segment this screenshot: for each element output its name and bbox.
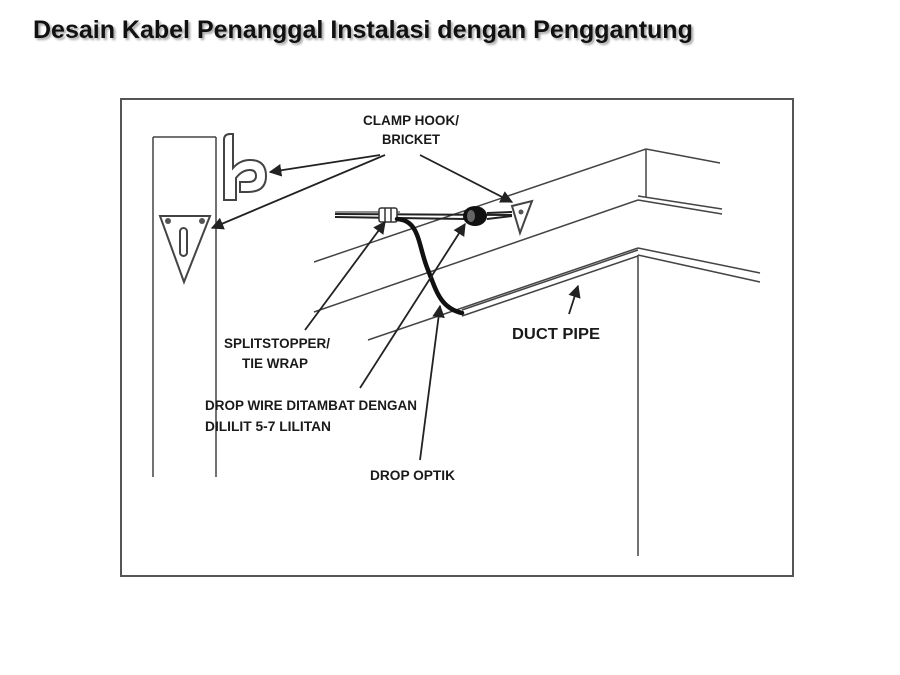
arrow-drop-optik (420, 306, 440, 460)
slide-title: Desain Kabel Penanggal Instalasi dengan Penggantung (33, 16, 693, 44)
diagram-frame (121, 99, 793, 576)
label-splitstopper-line1: SPLITSTOPPER/ (224, 336, 331, 351)
bracket-plate-icon (160, 216, 210, 282)
wall-bracket-icon (512, 201, 532, 233)
callout-arrows (212, 155, 578, 460)
wire-coil-icon (463, 206, 512, 226)
duct-pipe (462, 250, 638, 316)
label-splitstopper-line2: TIE WRAP (242, 356, 308, 371)
label-drop-optik: DROP OPTIK (370, 468, 456, 483)
clamp-hook-icon (224, 134, 266, 200)
label-clamp-hook-line1: CLAMP HOOK/ (363, 113, 460, 128)
drop-optik-cable (397, 219, 462, 313)
arrow-duct-pipe (569, 286, 578, 314)
label-clamp-hook-line2: BRICKET (382, 132, 441, 147)
arrow-splitstopper (305, 222, 385, 330)
label-duct-pipe: DUCT PIPE (512, 326, 601, 343)
splitstopper-icon (379, 208, 397, 222)
label-drop-wire-line2: DILILIT 5-7 LILITAN (205, 419, 331, 434)
label-drop-wire-line1: DROP WIRE DITAMBAT DENGAN (205, 398, 417, 413)
arrow-wall-bracket (420, 155, 512, 202)
